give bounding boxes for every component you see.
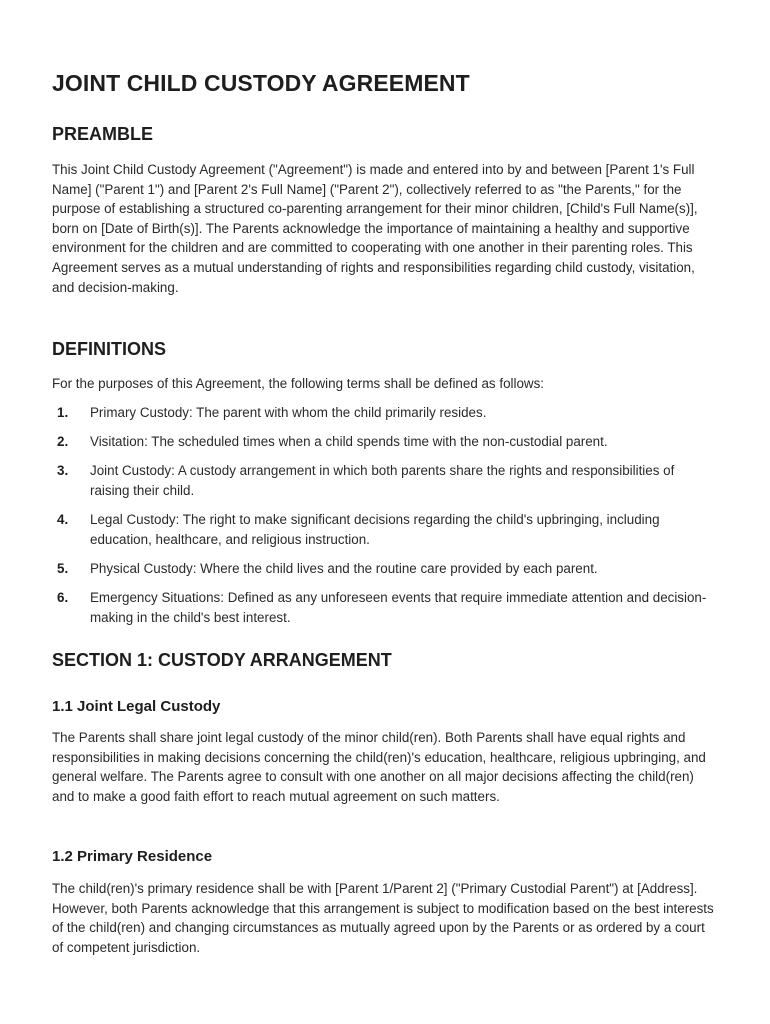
preamble-heading: PREAMBLE [52,124,154,144]
list-item-number: 1. [57,405,69,420]
section1-1-heading: 1.1 Joint Legal Custody [52,698,221,715]
list-item-text: Visitation: The scheduled times when a child spends time with the non-custodial parent. [90,434,608,449]
section1-2-text: The child(ren)'s primary residence shall be with [Parent 1/Parent 2] ("Primary Custodial Parent") at [Address]. However, both Parents acknowledge that this arrangement is subject to modification based on the best interests of the child(ren) and changing circumstances as mutually agreed upon by the Parents or as ordered by a court of competent jurisdiction. [52,881,714,955]
list-item-text: Physical Custody: Where the child lives and the routine care provided by each parent. [90,561,598,576]
preamble-text: This Joint Child Custody Agreement ("Agreement") is made and entered into by and between [Parent 1's Full Name] ("Parent 1") and [Parent 2's Full Name] ("Parent 2"), collectively referred to as "the Parents," for the purpose of establishing a structured co-parenting arrangement for their minor children, [Child's Full Name(s)], born on [Date of Birth(s)]. The Parents acknowledge the importance of maintaining a healthy and supportive environment for the children and are committed to cooperating with one another in their parenting roles. This Agreement serves as a mutual understanding of rights and responsibilities regarding child custody, visitation, and decision-making. [52,162,698,295]
section1-2-heading: 1.2 Primary Residence [52,848,213,865]
section1-1-text: The Parents shall share joint legal custody of the minor child(ren). Both Parents shall have equal rights and responsibilities in making decisions concerning the child(ren)'s education, healthcare, religious upbringing, and general welfare. The Parents agree to consult with one another on all major decisions affecting the child(ren) and to make a good faith effort to reach mutual agreement on such matters. [52,730,706,804]
definitions-intro: For the purposes of this Agreement, the following terms shall be defined as follows: [52,376,544,391]
document-title: JOINT CHILD CUSTODY AGREEMENT [52,70,470,96]
list-item-number: 5. [57,561,69,576]
list-item-number: 3. [57,463,69,478]
section1-heading: SECTION 1: CUSTODY ARRANGEMENT [52,650,392,670]
list-item-number: 6. [57,590,69,605]
list-item-text: Legal Custody: The right to make significant decisions regarding the child's upbringing, including education, healthcare, and religious instruction. [90,512,660,547]
list-item-number: 4. [57,512,69,527]
definitions-heading: DEFINITIONS [52,339,167,359]
list-item-text: Joint Custody: A custody arrangement in which both parents share the rights and responsibilities of raising their child. [90,463,675,498]
list-item-text: Primary Custody: The parent with whom the child primarily resides. [90,405,487,420]
list-item-text: Emergency Situations: Defined as any unforeseen events that require immediate attention and decision-making in the child's best interest. [90,590,707,625]
list-item-number: 2. [57,434,69,449]
